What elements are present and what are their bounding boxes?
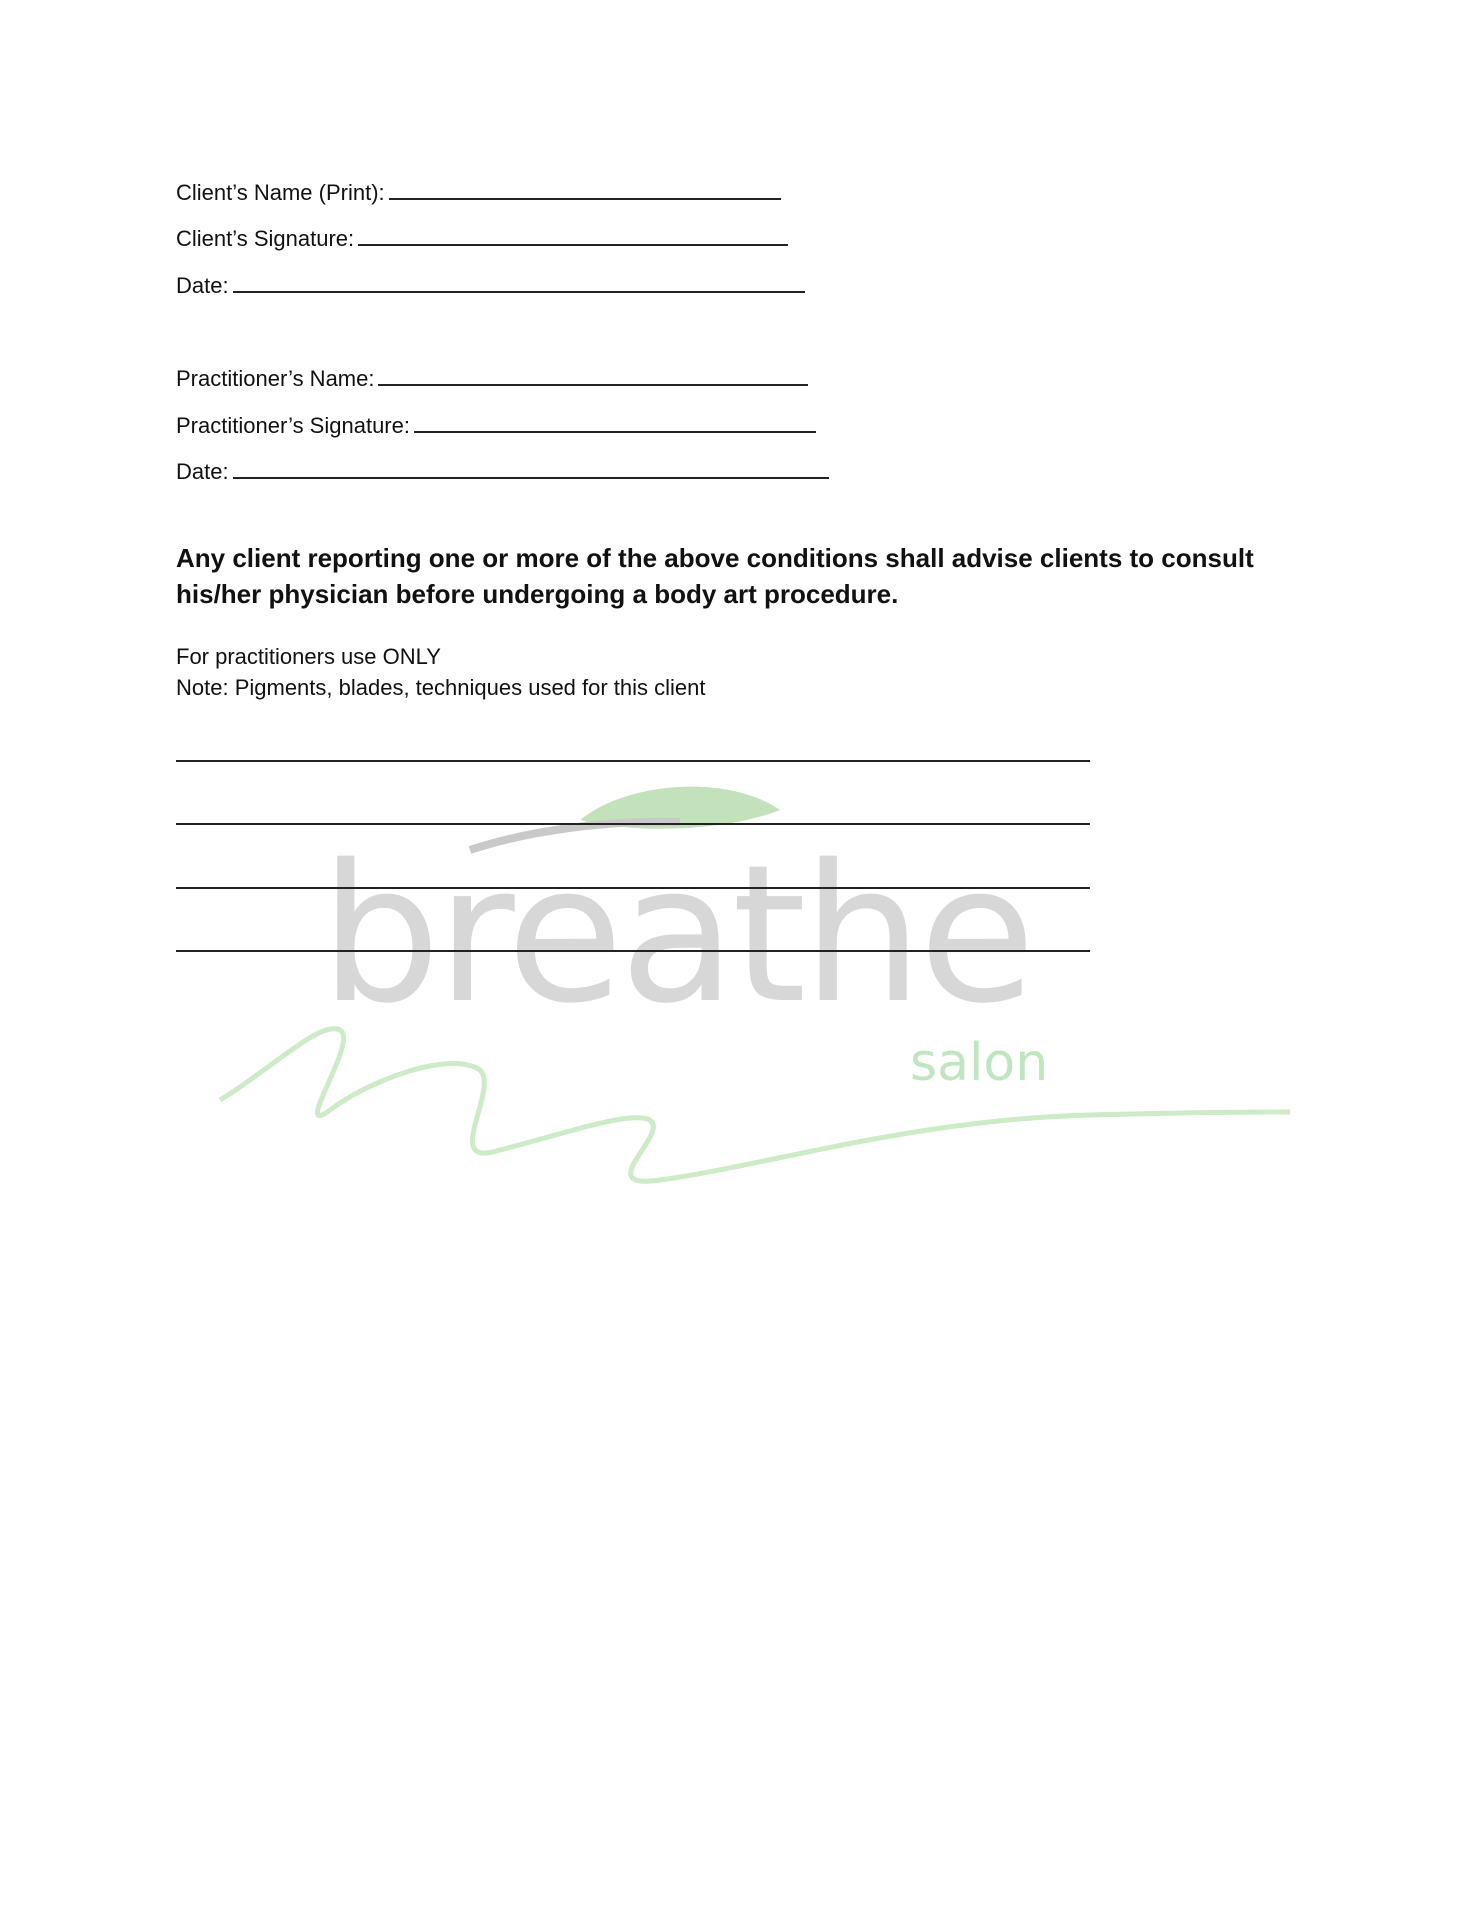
client-signature-field[interactable]	[176, 224, 788, 252]
watermark-sub: salon	[910, 1033, 1049, 1093]
note-line[interactable]	[176, 950, 1090, 952]
client-name-field[interactable]	[176, 178, 781, 206]
watermark-brand: breathe	[320, 824, 1032, 1045]
practitioner-name-label: Practitioner’s Name:	[176, 366, 375, 391]
practitioner-name-field[interactable]	[176, 364, 808, 392]
client-name-line[interactable]	[389, 178, 781, 200]
practitioner-date-label: Date:	[176, 459, 229, 484]
note-line[interactable]	[176, 760, 1090, 762]
practitioner-date-field[interactable]	[176, 457, 829, 485]
client-signature-line[interactable]	[358, 224, 788, 246]
practitioner-date-line[interactable]	[233, 457, 829, 479]
note-line[interactable]	[176, 823, 1090, 825]
consult-physician-notice: Any client reporting one or more of the above conditions shall advise clients to consult his/her physician before undergoing a body art procedure.	[176, 543, 1254, 609]
client-name-label: Client’s Name (Print):	[176, 180, 385, 205]
note-line[interactable]	[176, 887, 1090, 889]
client-date-label: Date:	[176, 273, 229, 298]
breathe-salon-watermark	[210, 780, 1310, 1200]
squiggle-line	[220, 1029, 1290, 1182]
practitioner-signature-label: Practitioner’s Signature:	[176, 413, 410, 438]
note-label: Note: Pigments, blades, techniques used for this client	[176, 675, 706, 700]
practitioner-name-line[interactable]	[378, 364, 808, 386]
practitioner-signature-field[interactable]	[176, 411, 816, 439]
client-date-field[interactable]	[176, 271, 805, 299]
practitioners-use-only-label: For practitioners use ONLY	[176, 644, 441, 669]
client-date-line[interactable]	[233, 271, 805, 293]
practitioner-signature-line[interactable]	[414, 411, 816, 433]
client-signature-label: Client’s Signature:	[176, 226, 355, 251]
